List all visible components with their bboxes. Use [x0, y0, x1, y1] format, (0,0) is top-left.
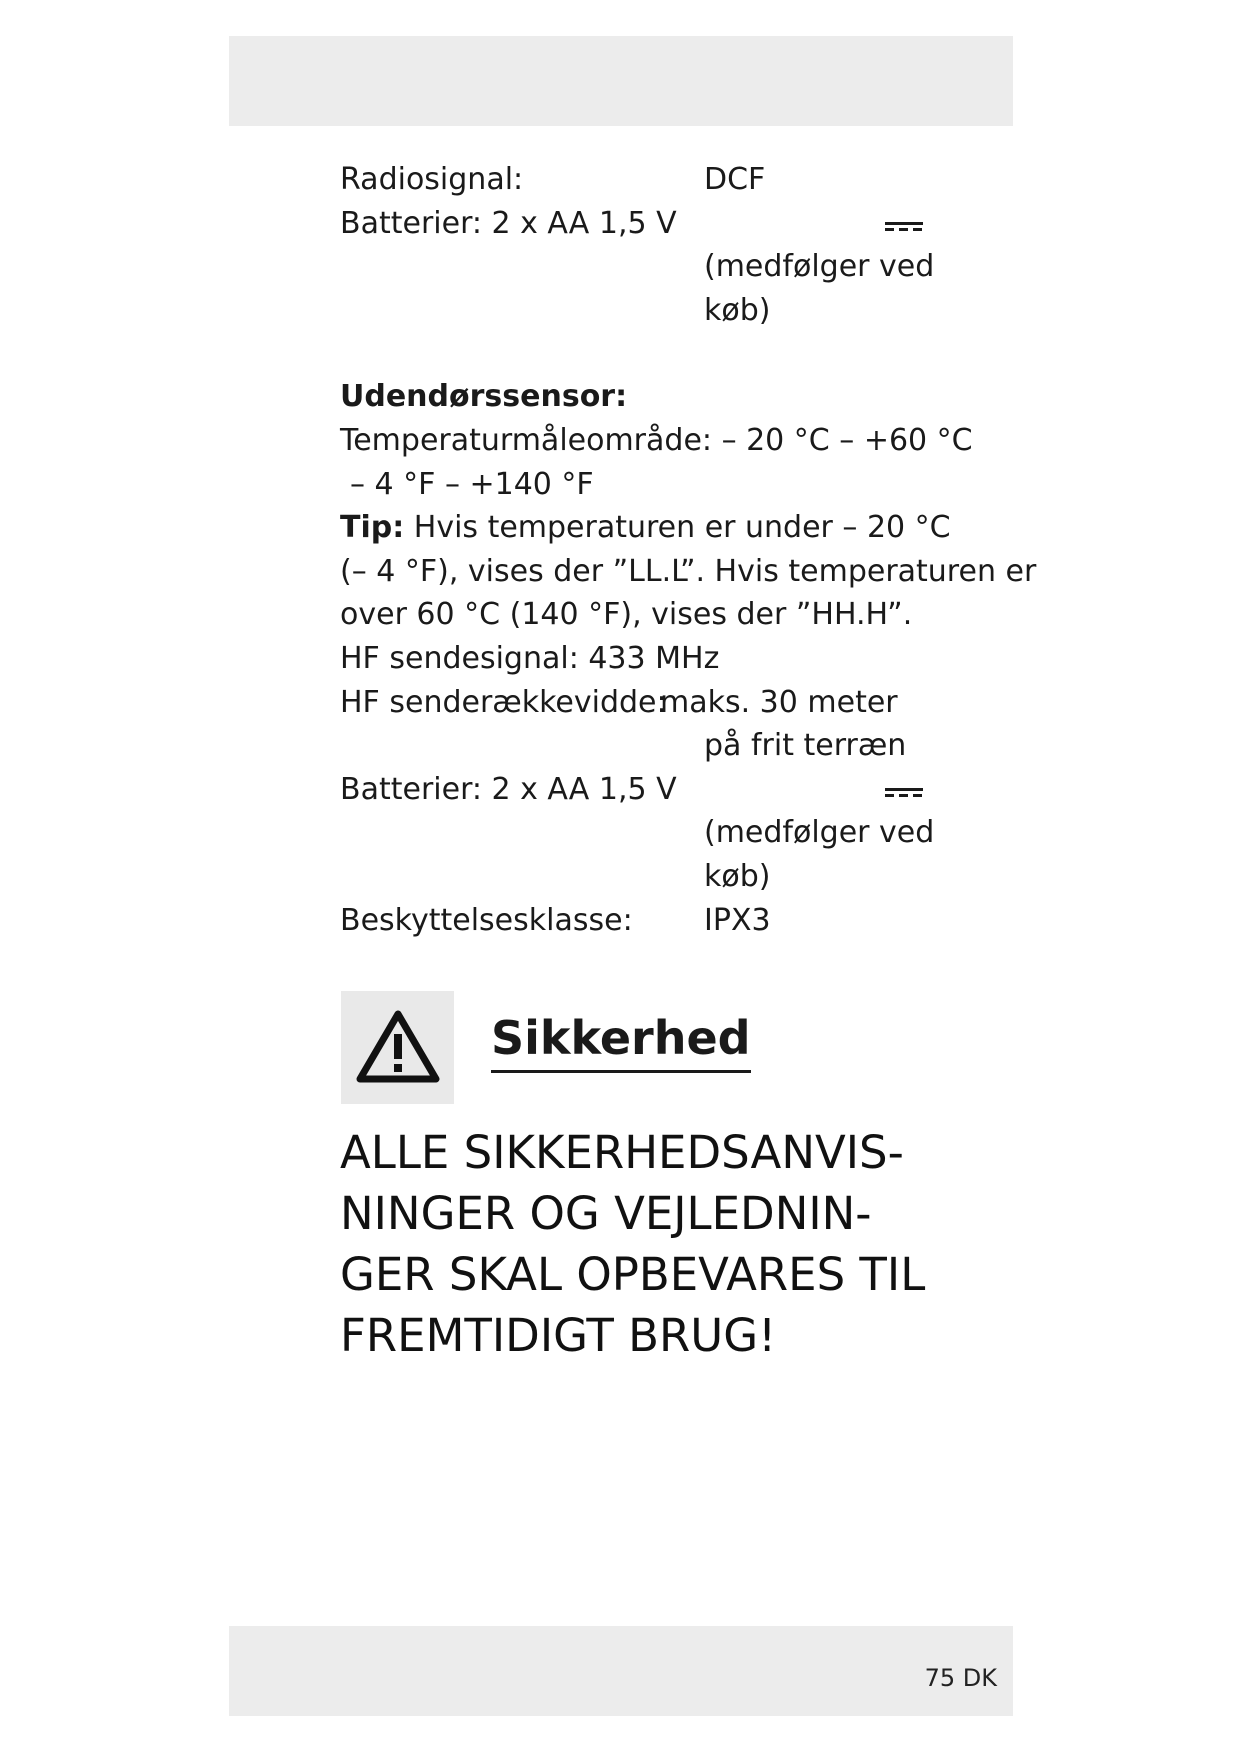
hf-range-value: maks. 30 meter [660, 684, 898, 720]
battery-note-row [340, 245, 980, 289]
safety-notice-line: NINGER OG VEJLEDNIN- [340, 1187, 872, 1240]
battery-note-line: (medfølger ved [704, 815, 935, 851]
battery-row-sensor [340, 768, 980, 812]
tip-line [340, 506, 980, 550]
hf-range-label: HF senderækkevidde: [340, 684, 667, 720]
warning-box [341, 991, 454, 1104]
footer-band [229, 1626, 1013, 1716]
battery-note-row [340, 811, 980, 855]
battery-note-line: køb) [704, 858, 771, 894]
battery-label: Batterier: 2 x AA 1,5 V [340, 771, 677, 807]
temperature-range-fahrenheit: – 4 °F – +140 °F [350, 466, 594, 502]
radio-signal-row [340, 158, 980, 202]
safety-notice-line: ALLE SIKKERHEDSANVIS- [340, 1126, 904, 1179]
hf-range-row [340, 724, 980, 768]
safety-notice-line: GER SKAL OPBEVARES TIL [340, 1248, 926, 1301]
temperature-range-label: Temperaturmåleområde: [340, 422, 713, 458]
battery-row-main [340, 202, 980, 246]
battery-note-row [340, 289, 980, 333]
safety-title: Sikkerhed [491, 1013, 751, 1073]
tip-line: over 60 °C (140 °F), vises der ”HH.H”. [340, 597, 913, 633]
safety-section-header [341, 991, 1001, 1106]
technical-data [340, 158, 1037, 942]
tip-line: (– 4 °F), vises der ”LL.L”. Hvis temperaturen er [340, 553, 1037, 589]
hf-range-row [340, 681, 980, 725]
radio-signal-value: DCF [704, 162, 766, 197]
safety-notice [340, 1122, 1020, 1366]
hf-range-value: på frit terræn [704, 728, 907, 764]
safety-notice-line: FREMTIDIGT BRUG! [340, 1309, 777, 1362]
outdoor-sensor-heading: Udendørssensor: [340, 379, 628, 415]
temperature-range-celsius: – 20 °C – +60 °C [721, 422, 973, 458]
protection-class-value: IPX3 [704, 902, 771, 938]
battery-note-row [340, 855, 980, 899]
temperature-range-row [340, 419, 980, 463]
warning-triangle-icon [355, 1009, 441, 1085]
battery-note-line: (medfølger ved [704, 249, 935, 285]
dc-symbol-icon [885, 788, 923, 797]
battery-label: Batterier: 2 x AA 1,5 V [340, 205, 677, 241]
radio-signal-label: Radiosignal: [340, 162, 524, 197]
tip-text: Hvis temperaturen er under – 20 °C [404, 510, 951, 546]
battery-note-line: køb) [704, 292, 771, 328]
dc-symbol-icon [885, 222, 923, 231]
protection-class-label: Beskyttelsesklasse: [340, 902, 633, 938]
tip-label: Tip: [340, 510, 405, 546]
hf-signal-row: HF sendesignal: 433 MHz [340, 640, 720, 676]
page-number: 75 DK [924, 1664, 997, 1692]
protection-class-row [340, 899, 980, 943]
header-band [229, 36, 1013, 126]
